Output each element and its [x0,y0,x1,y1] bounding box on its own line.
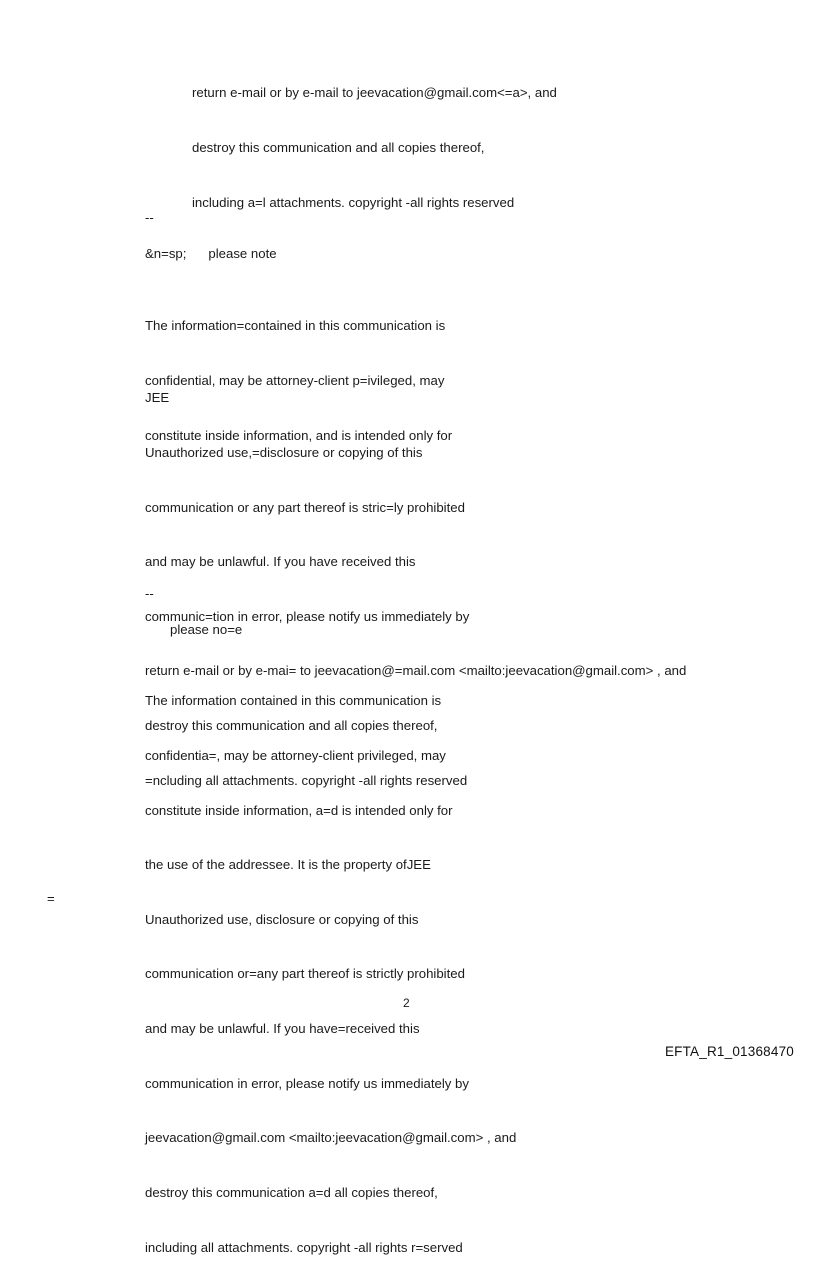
text-line: Unauthorized use,=disclosure or copying of this [145,445,423,461]
text-line: destroy this communication and all copies thereof, [192,140,485,156]
text-line: =ncluding all attachments. copyright -all rights reserved [145,772,468,788]
confidentiality-notice-full [145,656,516,1275]
text-line: constitute inside information, and is intended only for [145,427,453,443]
text-line: and may be unlawful. If you have=received this [145,1021,420,1037]
text-line: Unauthorized use, disclosure or copying of this [145,911,419,927]
text-line: communication in error, please notify us immediately by [145,1075,469,1091]
text-line: including a=l attachments. copyright -all rights reserved [192,194,515,210]
text-line: The information contained in this communication is [145,693,442,709]
please-note-heading: please no=e [170,622,243,637]
text-line: communication or any part thereof is stric=ly prohibited [145,499,465,515]
text-line: jeevacation@gmail.com <mailto:jeevacation@gmail.com> , and [145,1130,517,1146]
text-line: the use of the addressee. It is the property ofJEE [145,857,431,873]
text-line: confidential, may be attorney-client p=ivileged, may [145,373,445,389]
text-line: destroy this communication a=d all copies thereof, [145,1184,438,1200]
text-line: communic=tion in error, please notify us immediately by [145,608,470,624]
text-line: constitute inside information, a=d is intended only for [145,802,453,818]
text-line: including all attachments. copyright -all rights r=served [145,1239,463,1255]
text-line: return e-mail or by e-mail to jeevacation@gmail.com<=a>, and [192,85,557,101]
text-line: and may be unlawful. If you have received this [145,554,416,570]
text-line: return e-mail or by e-mai= to jeevacation@=mail.com <mailto:jeevacation@gmail.com> , and [145,663,687,679]
text-line: communication or=any part thereof is strictly prohibited [145,966,465,982]
text-line: JEE [145,390,170,406]
page-number: 2 [403,996,410,1010]
stray-equals-sign: = [47,891,55,906]
signature-separator: -- [145,586,154,601]
signature-separator: -- [145,210,154,225]
text-line: confidentia=, may be attorney-client privileged, may [145,748,446,764]
please-note-heading: &n=sp; please note [145,246,277,261]
bates-number: EFTA_R1_01368470 [664,1044,794,1059]
email-footer-fragment [192,48,557,230]
text-line: The information=contained in this communication is [145,318,446,334]
text-line: destroy this communication and all copies thereof, [145,718,438,734]
